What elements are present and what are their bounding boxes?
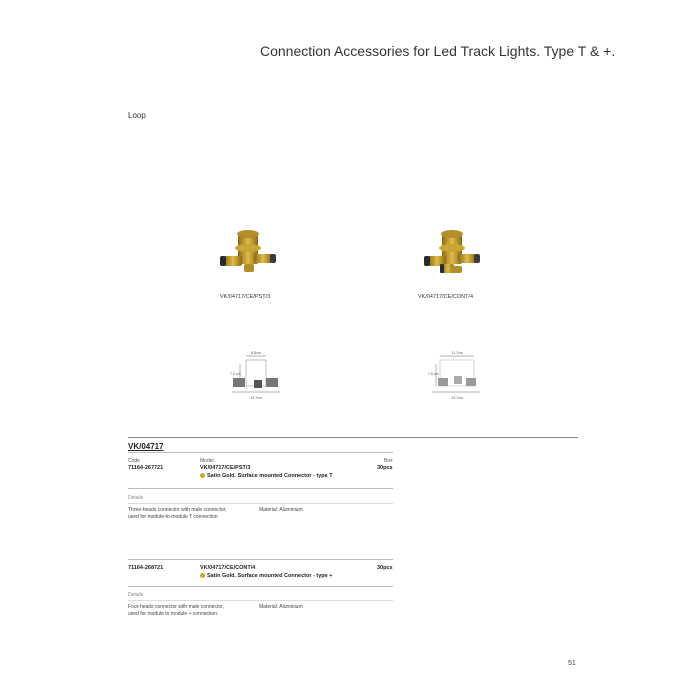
- dim-top-2: 11.7cm: [451, 351, 463, 355]
- item-1-details-rule: [128, 503, 393, 504]
- dim-side-2: 7.5 cm: [428, 372, 439, 376]
- technical-drawing-1: [228, 350, 284, 406]
- family-top-rule: [128, 437, 578, 438]
- item-1-finish: Satin Gold. Surface mounted Connector - type T: [207, 473, 333, 479]
- item-1-material: Material: Aluminium: [259, 507, 303, 513]
- dim-bottom-2: 13.7cm: [451, 396, 463, 400]
- item-2-material: Material: Aluminium: [259, 604, 303, 610]
- item-1-code: 71164-267721: [128, 465, 164, 471]
- dim-side-1: 7.2 cm: [230, 372, 241, 376]
- gold-swatch-icon: [200, 573, 205, 578]
- item-1-description-line1: Three-heads connector with male connector,: [128, 507, 227, 513]
- page-title: Connection Accessories for Led Track Lights. Type T & +.: [260, 43, 616, 59]
- product-label-2: VK/04717/CE/CONT/4: [418, 294, 474, 300]
- item-2-description-line2: used for module to module + connection.: [128, 611, 219, 617]
- family-title: VK/04717: [128, 442, 164, 451]
- page-number: 51: [568, 660, 576, 667]
- product-photo-plus-connector: [422, 228, 486, 278]
- item-2-rule: [128, 586, 393, 587]
- item-1-model: VK/04717/CE/PST/3: [200, 465, 251, 471]
- item-2-description-line1: Four-heads connector with male connector,: [128, 604, 224, 610]
- item-2-code: 71164-268721: [128, 565, 164, 571]
- header-code: Code: [128, 458, 140, 464]
- dim-bottom-1: 13.7cm: [250, 396, 262, 400]
- item-2-model: VK/04717/CE/CONT/4: [200, 565, 256, 571]
- item-1-box: 30pcs: [377, 465, 393, 471]
- family-header-rule: [128, 452, 393, 453]
- item-2-details-rule: [128, 600, 393, 601]
- header-model: Model: [200, 458, 214, 464]
- item-1-description-line2: used for module-to-module T connection: [128, 514, 218, 520]
- item-1-rule: [128, 488, 393, 489]
- item-2-details-label: Details: [128, 592, 144, 598]
- product-photo-t-connector: [218, 228, 282, 278]
- dim-top-1: 8.8cm: [251, 351, 261, 355]
- header-box: Box: [384, 458, 393, 464]
- item-1-details-label: Details: [128, 495, 144, 501]
- item-1-finish-row: [200, 473, 333, 479]
- gold-swatch-icon: [200, 473, 205, 478]
- item-2-finish: Satin Gold. Surface mounted Connector - type +: [207, 573, 333, 579]
- product-label-1: VK/04717/CE/PST/3: [220, 294, 271, 300]
- item-2-top-rule: [128, 559, 393, 560]
- item-2-box: 30pcs: [377, 565, 393, 571]
- item-2-finish-row: [200, 573, 332, 579]
- technical-drawing-2: [428, 350, 484, 406]
- section-title: Loop: [128, 111, 146, 120]
